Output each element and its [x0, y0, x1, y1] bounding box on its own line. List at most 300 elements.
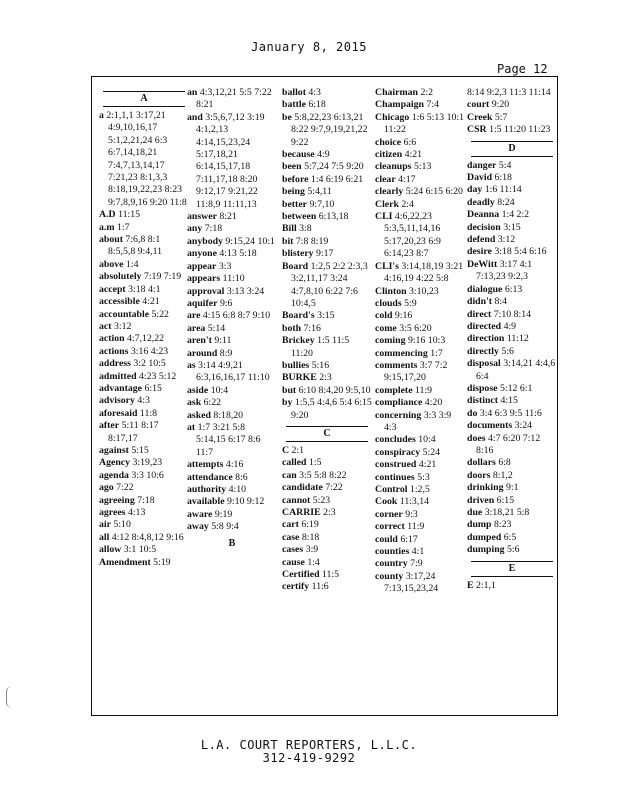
word-index-table: [91, 76, 558, 716]
index-entry: [282, 112, 372, 149]
page-line-refs: 5:7: [494, 111, 508, 123]
index-word: aforesaid: [99, 407, 138, 419]
page-line-refs: 3:9: [305, 544, 319, 556]
page-line-refs: 5:22: [151, 308, 169, 320]
index-entry: [375, 434, 465, 446]
index-entry: [187, 521, 277, 533]
index-word: agenda: [99, 469, 129, 481]
index-entry: [375, 261, 465, 286]
index-word: been: [282, 161, 302, 173]
index-column-3: [282, 87, 372, 594]
page-line-refs: 9:1: [505, 482, 519, 494]
index-word: C: [282, 444, 290, 456]
index-word: dumping: [467, 544, 505, 556]
index-word: dollars: [467, 457, 496, 469]
page-line-refs: 2:3: [319, 372, 332, 384]
index-word: anyone: [187, 248, 217, 260]
page-line-refs: 1:5 11:20 11:23: [489, 124, 551, 136]
index-entry: [99, 557, 189, 569]
index-entry: [467, 470, 557, 482]
index-word: clear: [375, 173, 396, 185]
page-line-refs: 2:1,1: [476, 579, 496, 591]
index-word: attendance: [187, 471, 233, 483]
page-line-refs: 3:5 6:20: [399, 322, 432, 334]
page-line-refs: 4:17: [398, 173, 416, 185]
index-entry: [375, 447, 465, 459]
page-line-refs: 4:3: [137, 395, 150, 407]
page-line-refs: 8:18: [301, 531, 320, 543]
page-line-refs: 5:7,24 7:5 9:20: [304, 161, 364, 173]
index-entry: [375, 521, 465, 533]
page-line-refs: 5:14: [207, 322, 226, 334]
page-line-refs: 2:2: [420, 87, 433, 98]
index-entry: [467, 346, 557, 358]
page-line-refs: 5:12 6:1: [499, 382, 533, 394]
index-entry: [467, 395, 557, 407]
index-entry: [99, 333, 189, 345]
page-line-refs: 3:1 10:5: [123, 544, 157, 556]
index-word: BURKE: [282, 372, 317, 384]
index-word: after: [99, 420, 120, 432]
index-word: drinking: [467, 482, 504, 494]
index-entry: [467, 482, 557, 494]
index-entry: [467, 321, 557, 333]
index-word: are: [187, 310, 201, 322]
index-word: CLI's: [375, 260, 399, 272]
index-entry: [282, 211, 372, 223]
page-line-refs: 4:20: [424, 397, 443, 409]
index-entry: [282, 519, 372, 531]
index-entry: [467, 112, 557, 124]
index-word: candidate: [282, 482, 323, 494]
index-entry: [187, 484, 277, 496]
index-entry: [282, 223, 372, 235]
index-entry: [99, 209, 189, 221]
page-line-refs: 3:14,18,19 3:21 4:16,19 4:22 5:8: [384, 260, 464, 285]
page-line-refs: 5:16: [311, 359, 330, 371]
page-line-refs: 4:16: [225, 459, 244, 471]
page-line-refs: 5:10: [113, 519, 131, 531]
index-word: before: [282, 173, 309, 185]
page-line-refs: 11:5: [322, 569, 340, 581]
index-word: choice: [375, 136, 402, 148]
page-line-refs: 1:4 2:2: [501, 209, 530, 221]
page-line-refs: 1:4: [125, 258, 139, 270]
page-line-refs: 6:17: [400, 533, 418, 545]
index-word: and: [187, 111, 203, 123]
page-line-refs: 8:9: [219, 347, 233, 359]
index-entry: [282, 335, 372, 360]
index-word: decision: [467, 221, 501, 233]
page-line-refs: 6:5: [503, 531, 517, 543]
index-word: does: [467, 432, 486, 444]
page-line-refs: 1:4: [307, 556, 320, 568]
page-line-refs: 5:23: [312, 494, 331, 506]
section-letter: C: [286, 426, 368, 442]
page-line-refs: 4:10: [228, 484, 247, 495]
page-line-refs: 8:24: [497, 196, 515, 208]
index-word: Champaign: [375, 99, 424, 111]
page-line-refs: 5:9: [404, 297, 417, 309]
index-word: agreeing: [99, 494, 135, 506]
index-column-1: [99, 87, 189, 569]
page-line-refs: 4:23 5:12: [139, 370, 177, 382]
page-line-refs: 4:7,12,22: [127, 333, 165, 345]
index-entry: [99, 309, 189, 321]
page-line-refs: 3:18 5:4 6:16: [494, 246, 547, 258]
index-entry: [187, 112, 277, 211]
page-line-refs: 4:3,12,21 5:5 7:22 8:21: [196, 87, 272, 111]
index-word: distinct: [467, 395, 499, 407]
page-line-refs: 7:18: [204, 223, 223, 235]
index-word: cause: [282, 556, 305, 568]
index-word: Clerk: [375, 198, 399, 210]
page-line-refs: 1:2,5 2:2 2:3,3 3:2,11,17 3:24 4:7,8,10 6:22 7:6 10:4,5: [291, 260, 368, 309]
index-entry: [282, 507, 372, 519]
index-entry: [375, 298, 465, 310]
page-line-refs: 1:6 5:13 10:1 11:22: [384, 111, 465, 136]
page-line-refs: 11:15: [118, 209, 141, 221]
page-line-refs: 9:15,24 10:1: [225, 235, 275, 247]
index-entry: [375, 571, 465, 596]
index-entry: [187, 211, 277, 223]
page-line-refs: 8:18,20: [213, 409, 244, 421]
index-word: a.m: [99, 221, 115, 233]
index-word: approval: [187, 285, 225, 297]
index-word: didn't: [467, 296, 493, 308]
index-entry: [99, 234, 189, 259]
index-word: conspiracy: [375, 446, 421, 458]
index-word: any: [187, 223, 203, 235]
page-line-refs: 9:3: [405, 508, 418, 520]
index-entry: [187, 472, 277, 484]
index-entry: [467, 495, 557, 507]
page-line-refs: 5:11 8:17 8:17,17: [108, 420, 159, 444]
index-entry: [282, 544, 372, 556]
index-word: David: [467, 172, 493, 184]
index-word: ask: [187, 397, 202, 409]
page-line-refs: 9:16 10:3: [407, 335, 446, 347]
index-word: by: [282, 397, 293, 409]
index-entry: [375, 137, 465, 149]
index-word: action: [99, 333, 125, 345]
index-entry: [99, 271, 189, 283]
index-entry: [375, 323, 465, 335]
index-word: address: [99, 358, 131, 370]
page-line-refs: 6:8: [498, 457, 511, 469]
page-line-refs: 3:24: [514, 420, 533, 432]
index-entry: [375, 99, 465, 111]
index-word: Amendment: [99, 556, 151, 568]
index-entry: [467, 420, 557, 432]
index-word: blistery: [282, 248, 314, 260]
page-line-refs: 6:10 8:4,20 9:5,10: [298, 384, 371, 396]
index-entry: [282, 557, 372, 569]
index-entry: [375, 310, 465, 322]
index-word: complete: [375, 384, 413, 396]
index-entry: [375, 211, 465, 261]
index-entry: [375, 186, 465, 198]
index-entry: [187, 298, 277, 310]
index-entry: [187, 286, 277, 298]
page-line-refs: 5:6: [507, 544, 520, 556]
index-entry: [467, 333, 557, 345]
page-line-refs: 7:6,8 8:1 8:5,5,8 9:4,11: [108, 234, 163, 258]
index-entry: [375, 199, 465, 211]
index-entry: [187, 360, 277, 385]
index-entry: [187, 385, 277, 397]
page-line-refs: 5:24: [422, 446, 441, 458]
page-line-refs: 3:7 7:2 9:15,17,20: [384, 359, 448, 384]
page-line-refs: 2:1,1,1 3:17,21 4:9,10,16,17 5:1,2,21,24 6:3 6:7,14,18,21 7:4,7,13,14,17 7:21,23 8:1,3,3 8:18,19,22,23 8:23 9:7,8,9,16 9:20 11:8: [106, 110, 187, 208]
index-word: documents: [467, 420, 513, 432]
index-column-5: [467, 87, 557, 592]
index-entry: [282, 261, 372, 311]
page-line-refs: 3:12: [113, 320, 132, 332]
page-line-refs: 5:8,22,23 6:13,21 8:22 9:7,9,19,21,22 9:22: [291, 111, 368, 148]
page-line-refs: 1:5 11:5 11:20: [291, 335, 350, 359]
index-entry: [375, 546, 465, 558]
index-word: directly: [467, 345, 499, 357]
page-line-refs: 1:4 6:19 6:21: [310, 173, 364, 185]
index-word: accept: [99, 283, 126, 295]
page-line-refs: 8:1,2: [492, 469, 513, 481]
index-entry: [375, 385, 465, 397]
index-entry: [467, 383, 557, 395]
index-word: absolutely: [99, 271, 142, 283]
index-entry: [187, 410, 277, 422]
index-entry: [99, 296, 189, 308]
index-entry: [99, 222, 189, 234]
index-word: air: [99, 519, 111, 531]
index-entry: [282, 174, 372, 186]
index-entry: [467, 87, 557, 99]
index-entry: [282, 99, 372, 111]
index-word: available: [187, 496, 225, 508]
index-entry: [99, 395, 189, 407]
page-line-refs: 11:10: [222, 273, 245, 285]
index-word: accountable: [99, 308, 150, 320]
index-entry: [187, 397, 277, 409]
index-word: clouds: [375, 297, 402, 309]
page-line-refs: 8:23: [493, 519, 512, 531]
page-line-refs: 11:9: [407, 521, 425, 533]
index-entry: [99, 371, 189, 383]
index-entry: [282, 149, 372, 161]
index-entry: [99, 420, 189, 445]
index-word: dump: [467, 519, 492, 531]
index-word: concerning: [375, 409, 422, 421]
page-line-refs: 11:9: [415, 384, 433, 396]
index-entry: [467, 358, 557, 383]
page-line-refs: 4:13: [127, 507, 146, 518]
page-line-refs: 5:19: [153, 556, 171, 568]
index-entry: [467, 222, 557, 234]
index-word: CLI: [375, 211, 393, 223]
index-word: agrees: [99, 507, 126, 518]
index-word: asked: [187, 409, 211, 421]
page-line-refs: 3:10,23: [409, 285, 439, 297]
index-word: Chicago: [375, 111, 410, 123]
index-entry: [282, 248, 372, 260]
index-entry: [282, 532, 372, 544]
index-entry: [467, 309, 557, 321]
index-word: Creek: [467, 111, 493, 123]
index-entry: [282, 569, 372, 581]
index-word: cart: [282, 519, 299, 531]
index-word: desire: [467, 246, 492, 258]
section-letter: E: [471, 561, 553, 577]
page-line-refs: 3:2 10:5: [133, 358, 166, 370]
index-entry: [187, 223, 277, 235]
index-entry: [375, 397, 465, 409]
page-line-refs: 6:19: [301, 519, 319, 531]
index-entry: [375, 360, 465, 385]
page-line-refs: 1:2,5: [409, 484, 430, 495]
index-word: Control: [375, 484, 408, 495]
index-word: commencing: [375, 347, 428, 359]
index-word: concludes: [375, 434, 416, 446]
page-line-refs: 7:9: [410, 558, 423, 570]
index-entry: [467, 284, 557, 296]
index-entry: [187, 248, 277, 260]
page-line-refs: 5:6: [501, 345, 514, 357]
index-entry: [99, 358, 189, 370]
index-word: ballot: [282, 87, 306, 98]
index-entry: [467, 184, 557, 196]
header-date: January 8, 2015: [251, 40, 367, 54]
index-column-4: [375, 87, 465, 596]
index-word: advisory: [99, 395, 135, 407]
index-word: above: [99, 258, 124, 270]
page-line-refs: 4:21: [404, 149, 423, 161]
page-line-refs: 3:18,21 5:8: [484, 507, 530, 518]
page-line-refs: 3:15: [503, 221, 521, 233]
footer-phone: 312-419-9292: [262, 751, 356, 765]
index-entry: [187, 261, 277, 273]
page-line-refs: 1:6 11:14: [484, 184, 522, 196]
page-line-refs: 2:1: [291, 444, 305, 456]
index-entry: [187, 323, 277, 335]
index-entry: [375, 335, 465, 347]
index-entry: [282, 457, 372, 469]
index-word: cold: [375, 310, 393, 322]
index-word: as: [187, 359, 196, 371]
index-entry: [467, 197, 557, 209]
index-word: cannot: [282, 494, 311, 506]
page-line-refs: 3:8: [299, 223, 312, 235]
index-word: bit: [282, 235, 294, 247]
index-entry: [467, 580, 557, 592]
index-entry: [467, 408, 557, 420]
index-word: called: [282, 457, 307, 469]
index-word: ago: [99, 482, 114, 494]
index-word: a: [99, 110, 104, 121]
index-entry: [99, 457, 189, 469]
index-entry: [467, 209, 557, 221]
page-line-refs: 6:18: [494, 172, 512, 184]
index-word: danger: [467, 159, 497, 171]
page-line-refs: 3:4 6:3 9:5 11:6: [479, 407, 542, 419]
page-line-refs: 8:21: [219, 211, 237, 223]
index-word: appear: [187, 260, 217, 272]
index-word: Board's: [282, 310, 315, 322]
index-word: allow: [99, 544, 122, 556]
index-word: admitted: [99, 370, 137, 382]
index-column-2: [187, 87, 277, 550]
index-entry: [467, 544, 557, 556]
index-entry: [375, 496, 465, 508]
index-entry: [99, 346, 189, 358]
index-word: E: [467, 579, 474, 591]
page-line-refs: 9:17: [316, 248, 334, 260]
index-entry: [282, 397, 372, 422]
index-word: aside: [187, 384, 209, 396]
index-entry: [99, 321, 189, 333]
page-line-refs: 7:22: [116, 482, 134, 494]
index-word: direction: [467, 333, 505, 345]
page-line-refs: 7:8 8:19: [295, 235, 329, 247]
section-letter: D: [471, 141, 553, 157]
index-word: comments: [375, 359, 418, 371]
page-line-refs: 4:7 6:20 7:12 8:16: [476, 432, 541, 456]
index-entry: [282, 199, 372, 211]
index-word: compliance: [375, 397, 423, 409]
page-line-refs: 7:18: [137, 494, 155, 506]
page-line-refs: 8:14 9:2,3 11:3 11:14: [467, 87, 551, 98]
page-line-refs: 9:11: [214, 335, 232, 347]
page-line-refs: 3:14,21 4:4,6 6:4: [476, 358, 556, 382]
page-line-refs: 7:22: [325, 482, 343, 494]
index-word: Bill: [282, 223, 297, 235]
page-line-refs: 1:5: [308, 457, 322, 469]
index-entry: [187, 335, 277, 347]
index-word: both: [282, 322, 302, 334]
index-entry: [467, 172, 557, 184]
page-line-refs: 4:21: [418, 459, 437, 471]
index-entry: [282, 495, 372, 507]
index-entry: [187, 87, 277, 112]
page-line-refs: 9:20: [491, 99, 510, 111]
index-word: between: [282, 211, 317, 223]
index-entry: [375, 161, 465, 173]
page-line-refs: 7:4: [426, 99, 439, 111]
index-entry: [187, 422, 277, 459]
index-word: bullies: [282, 359, 310, 371]
page-line-refs: 5:8 9:4: [211, 521, 239, 533]
page-line-refs: 6:15: [144, 382, 162, 394]
index-word: an: [187, 87, 198, 98]
index-word: battle: [282, 99, 306, 111]
index-word: advantage: [99, 382, 143, 394]
index-entry: [375, 534, 465, 546]
page-line-refs: 8:4: [494, 296, 508, 308]
index-entry: [282, 186, 372, 198]
index-word: could: [375, 533, 398, 545]
index-word: better: [282, 198, 308, 210]
index-entry: [99, 544, 189, 556]
index-word: area: [187, 322, 206, 334]
index-word: case: [282, 531, 300, 543]
page-number: Page 12: [497, 62, 548, 76]
page-line-refs: 3:13 3:24: [226, 285, 265, 297]
page-line-refs: 9:7,10: [309, 198, 335, 210]
page-line-refs: 9:19: [214, 508, 233, 520]
page-line-refs: 11:6: [311, 581, 329, 593]
index-word: Board: [282, 260, 309, 272]
page-line-refs: 3:3 3:9 4:3: [384, 409, 452, 433]
index-word: do: [467, 407, 478, 419]
